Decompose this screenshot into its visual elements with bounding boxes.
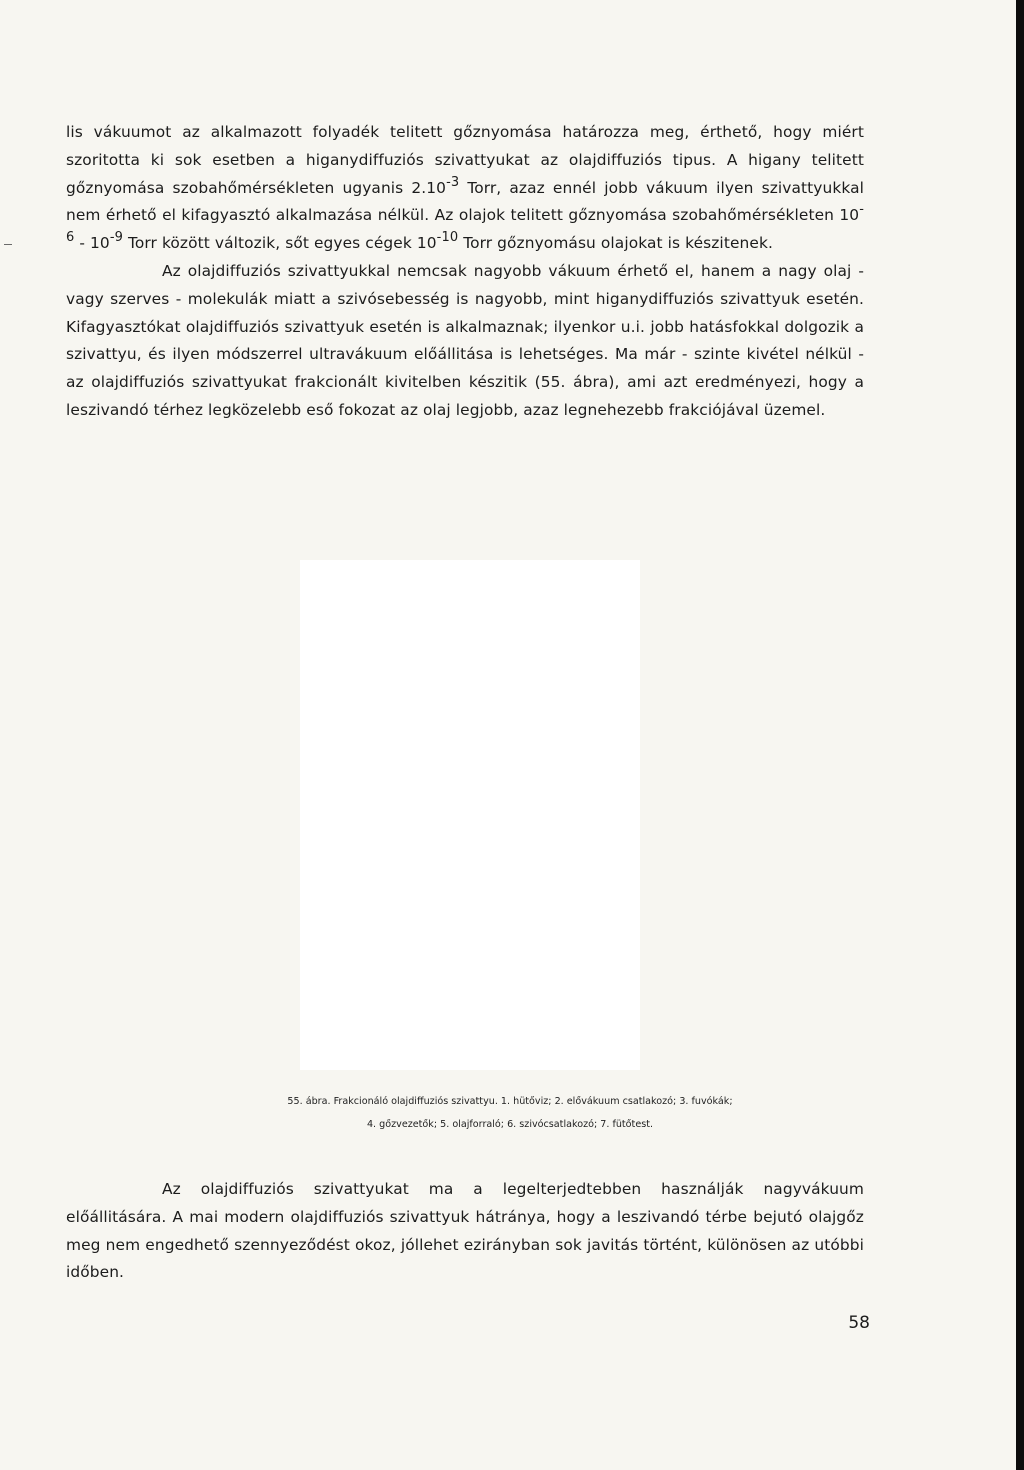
scan-edge	[1016, 0, 1024, 1470]
paragraph-3: Az olajdiffuziós szivattyukat ma a legelterjedtebben használják nagyvákuum előállitására. A mai modern olajdiffuziós szivattyuk hátránya, hogy a leszivandó térbe bejutó olajgőz meg nem engedhető szennyeződést okoz, jóllehet ezirányban sok javitás történt, különösen az utóbbi időben.	[66, 1180, 864, 1282]
margin-mark	[4, 244, 12, 245]
lower-text-block	[66, 1176, 864, 1287]
paragraph-1-part-5: Torr gőznyomásu olajokat is készitenek.	[458, 234, 773, 253]
paragraph-2: Az olajdiffuziós szivattyukkal nemcsak nagyobb vákuum érhető el, hanem a nagy olaj - vagy szerves - molekulák miatt a szivósebesség is nagyobb, mint higanydiffuziós szivattyuk esetén. Kifagyasztókat olajdiffuziós szivattyuk esetén is alkalmaznak; ilyenkor u.i. jobb hatásfokkal dolgozik a szivattyu, és ilyen módszerrel ultravákuum előállitása is lehetséges. Ma már - szinte kivétel nélkül - az olajdiffuziós szivattyukat frakcionált kivitelben készitik (55. ábra), ami azt eredményezi, hogy a leszivandó térhez legközelebb eső fokozat az olaj legjobb, azaz legnehezebb frakciójával üzemel.	[66, 261, 864, 419]
upper-text-block	[66, 119, 864, 425]
exponent-2: -6	[66, 202, 864, 246]
exponent-1: -3	[446, 174, 460, 190]
paragraph-1-part-1: lis vákuumot az alkalmazott folyadék telitett gőznyomása határozza meg, érthető, hogy miért szoritotta ki sok esetben a higanydiffuziós szivattyukat az olajdiffuziós tipus. A higany telitett gőznyomása szobahőmérsékleten ugyanis 2.10	[66, 123, 864, 197]
caption-line-2: 4. gőzvezetők; 5. olajforraló; 6. szivócsatlakozó; 7. fütőtest.	[366, 1119, 654, 1130]
paragraph-1-part-2: Torr, azaz ennél jobb vákuum ilyen szivattyukkal nem érhető el kifagyasztó alkalmazása nélkül. Az olajok telitett gőznyomása szobahőmérsékleten 10	[66, 178, 864, 225]
page-number: 58	[848, 1313, 870, 1333]
caption-line-1: 55. ábra. Frakcionáló olajdiffuziós szivattyu. 1. hütőviz; 2. elővákuum csatlakozó; 3. fuvókák;	[287, 1096, 733, 1107]
paragraph-1	[66, 119, 864, 258]
figure-placeholder	[300, 560, 640, 1070]
paragraph-1-part-3: - 10	[74, 234, 110, 253]
exponent-4: -10	[436, 230, 459, 246]
exponent-3: -9	[109, 230, 123, 246]
figure-caption	[140, 1090, 880, 1136]
paragraph-1-part-4: Torr között változik, sőt egyes cégek 10	[122, 234, 437, 253]
